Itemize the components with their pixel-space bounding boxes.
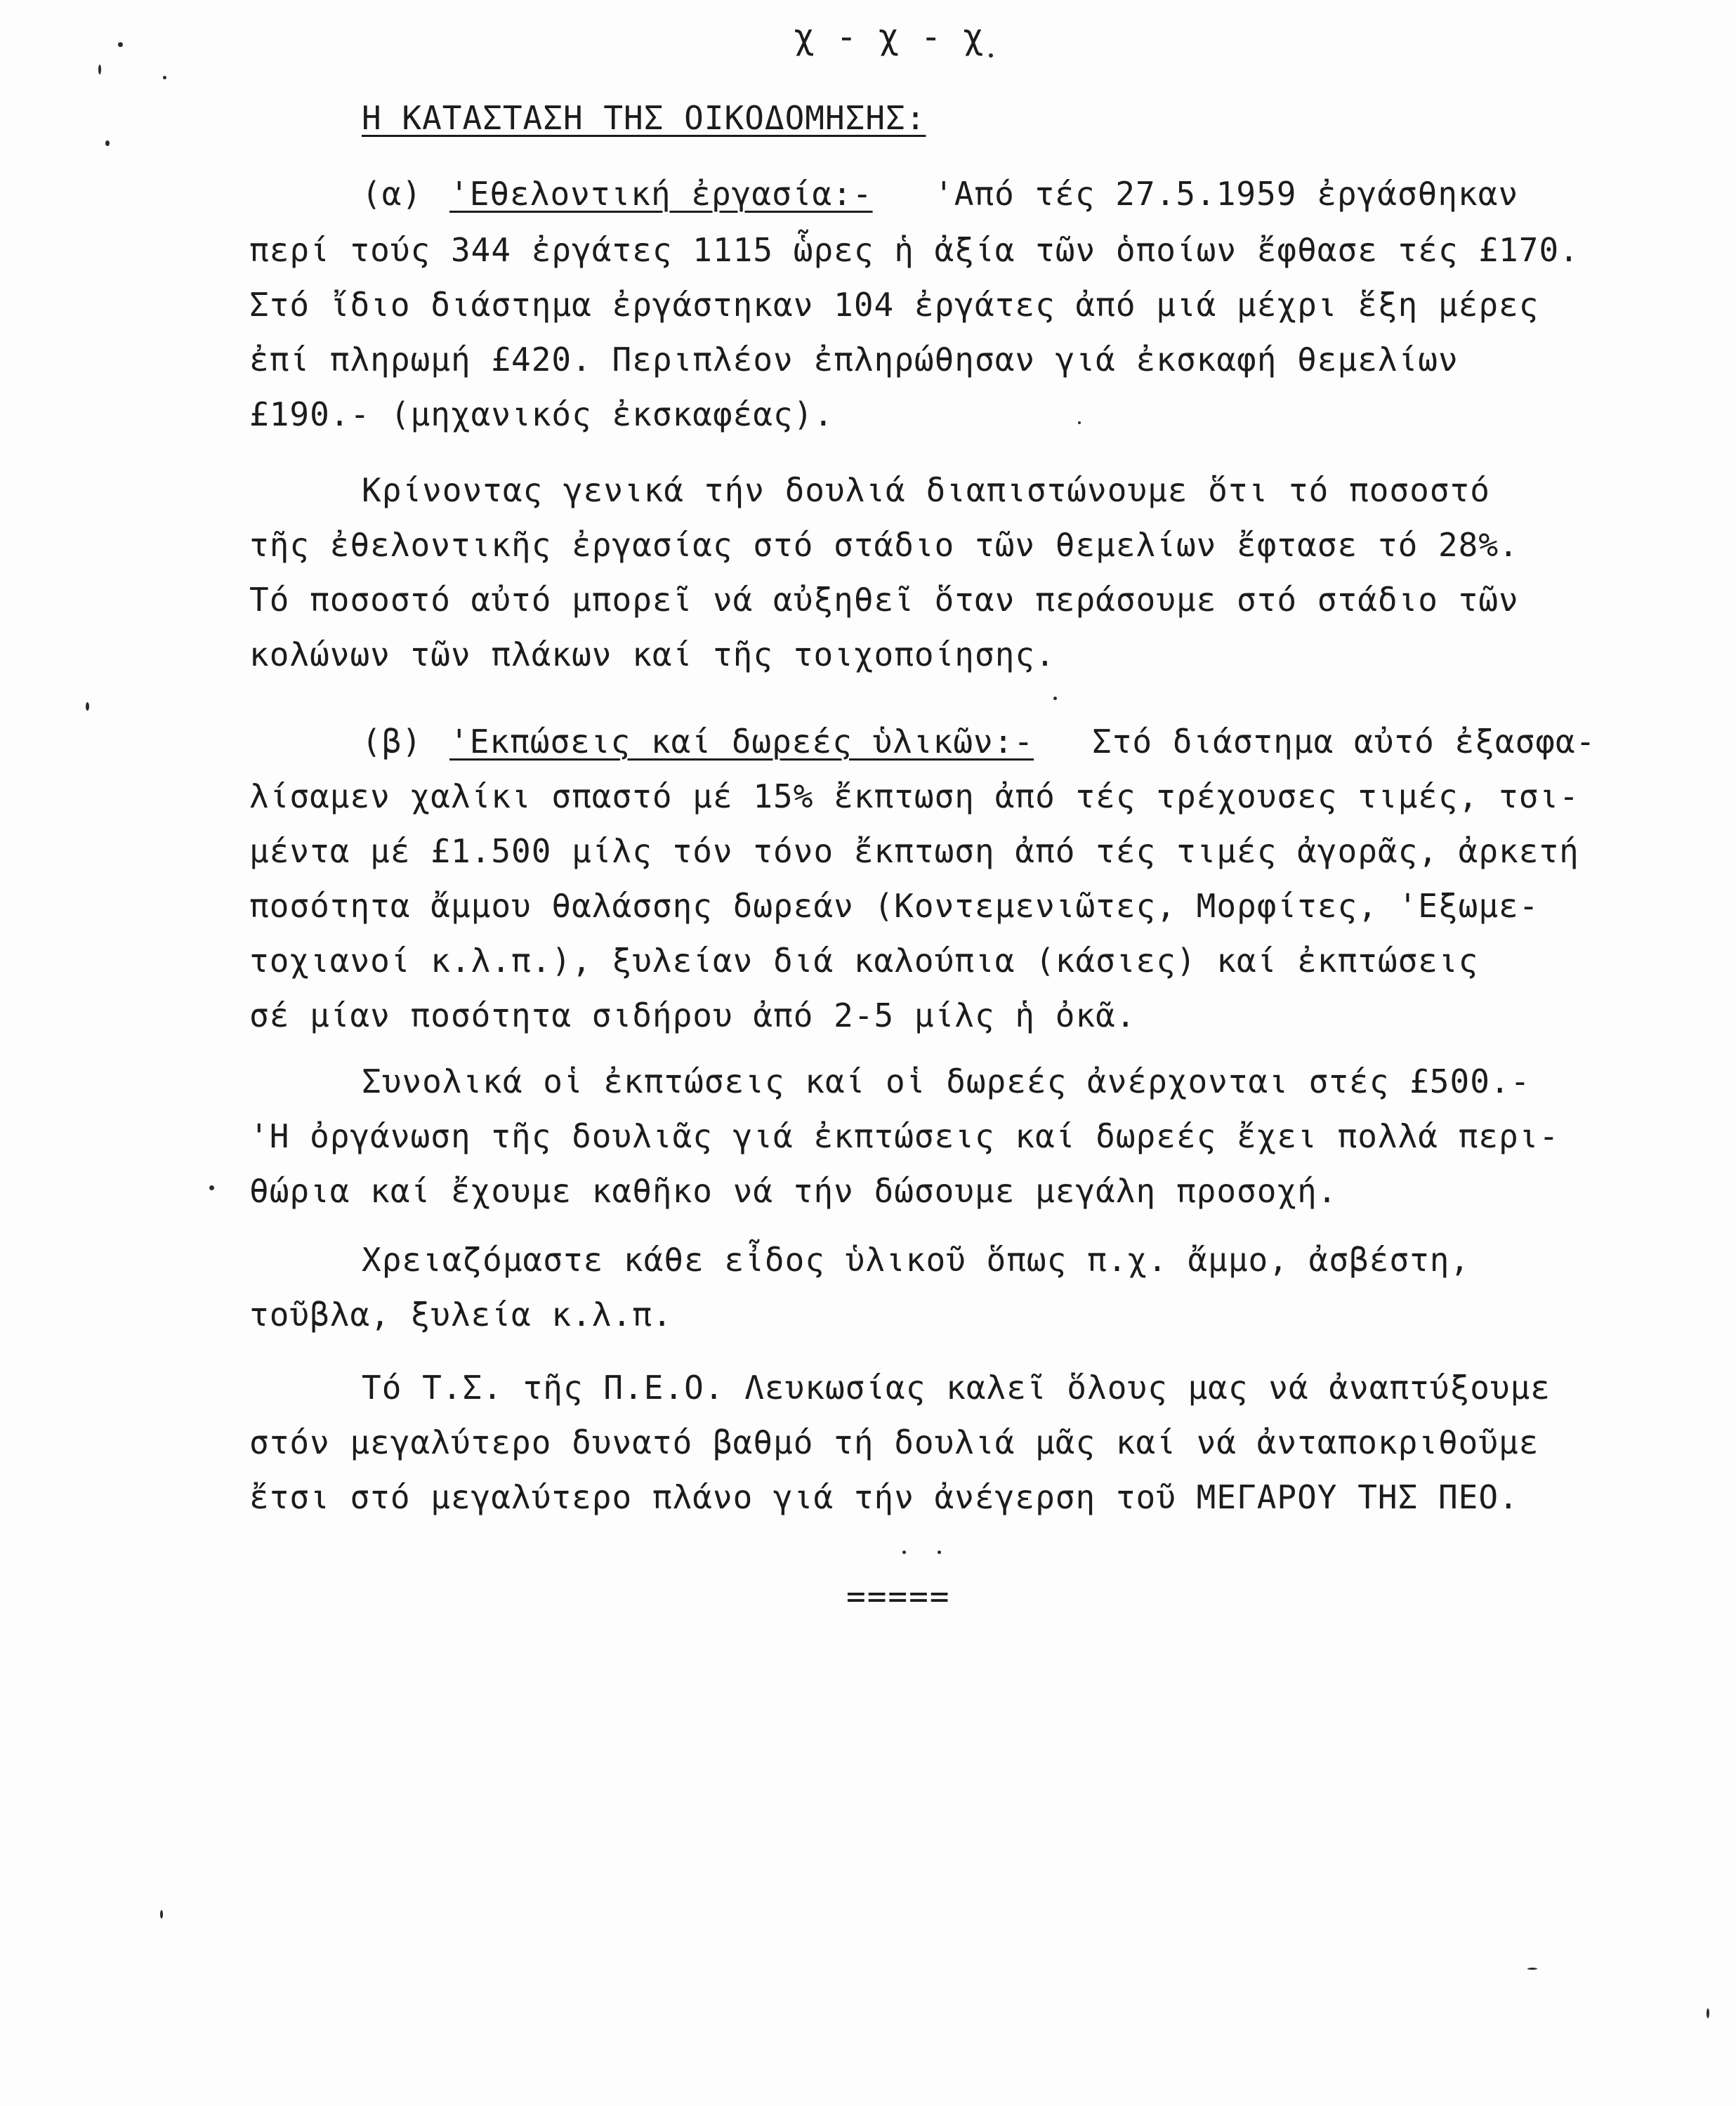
section-b-line: μέντα μέ £1.500 μίλς τόν τόνο ἔκπτωση ἀπό τές τιμές ἀγορᾶς, ἀρκετή xyxy=(249,832,1579,870)
scan-speck xyxy=(1078,421,1081,424)
scan-speck xyxy=(163,76,166,79)
paragraph-line: τοῦβλα, ξυλεία κ.λ.π. xyxy=(249,1296,673,1334)
scan-speck xyxy=(1053,697,1057,700)
document-title: Η ΚΑΤΑΣΤΑΣΗ ΤΗΣ ΟΙΚΟΔΟΜΗΣΗΣ: xyxy=(362,99,926,137)
section-b-line: Στό διάστημα αὐτό ἐξασφα- xyxy=(1092,723,1596,761)
paragraph-line: Κρίνοντας γενικά τήν δουλιά διαπιστώνουμε ὅτι τό ποσοστό xyxy=(362,471,1490,509)
scan-speck xyxy=(938,1551,941,1554)
scan-speck xyxy=(902,1551,906,1554)
section-a-line: περί τούς 344 ἐργάτες 1115 ὧρες ἡ ἀξία τῶν ὁποίων ἔφθασε τές £170. xyxy=(249,231,1579,269)
scan-speck xyxy=(118,42,123,47)
paragraph-line: τῆς ἐθελοντικῆς ἐργασίας στό στάδιο τῶν θεμελίων ἔφτασε τό 28%. xyxy=(249,526,1519,564)
paragraph-line: θώρια καί ἔχουμε καθῆκο νά τήν δώσουμε μεγάλη προσοχή. xyxy=(249,1172,1338,1210)
header-ornament: χ - χ - χ xyxy=(794,16,984,57)
section-b-line: σέ μίαν ποσότητα σιδήρου ἀπό 2-5 μίλς ἡ ὀκᾶ. xyxy=(249,996,1136,1034)
paragraph-line: κολώνων τῶν πλάκων καί τῆς τοιχοποίησης. xyxy=(249,636,1056,673)
section-b-line: τοχιανοί κ.λ.π.), ξυλείαν διά καλούπια (κάσιες) καί ἐκπτώσεις xyxy=(249,942,1479,980)
section-a-line: 'Από τές 27.5.1959 ἐργάσθηκαν xyxy=(934,175,1519,213)
section-b-line: ποσότητα ἄμμου θαλάσσης δωρεάν (Κοντεμενιῶτες, Μορφίτες, 'Εξωμε- xyxy=(249,887,1539,925)
section-a-label: (α) xyxy=(362,175,423,213)
paragraph-line: ἔτσι στό μεγαλύτερο πλάνο γιά τήν ἀνέγερση τοῦ ΜΕΓΑΡΟΥ ΤΗΣ ΠΕΟ. xyxy=(249,1478,1519,1516)
paragraph-line: στόν μεγαλύτερο δυνατό βαθμό τή δουλιά μᾶς καί νά ἀνταποκριθοῦμε xyxy=(249,1423,1539,1461)
section-b-line: λίσαμεν χαλίκι σπαστό μέ 15% ἔκπτωση ἀπό τές τρέχουσες τιμές, τσι- xyxy=(249,777,1579,815)
scan-speck xyxy=(86,702,89,711)
scan-speck xyxy=(1527,1968,1537,1970)
scan-speck xyxy=(160,1910,163,1919)
paragraph-line: Χρειαζόμαστε κάθε εἶδος ὑλικοῦ ὅπως π.χ. ἄμμο, ἀσβέστη, xyxy=(362,1241,1471,1279)
paragraph-line: Τό Τ.Σ. τῆς Π.Ε.Ο. Λευκωσίας καλεῖ ὅλους μας νά ἀναπτύξουμε xyxy=(362,1369,1551,1407)
scan-speck xyxy=(98,65,101,74)
section-b-heading: 'Εκπώσεις καί δωρεές ὑλικῶν:- xyxy=(449,723,1034,761)
end-mark: ===== xyxy=(846,1577,951,1615)
paragraph-line: 'Η ὀργάνωση τῆς δουλιᾶς γιά ἐκπτώσεις καί δωρεές ἔχει πολλά περι- xyxy=(249,1117,1560,1155)
section-a-line: ἐπί πληρωμή £420. Περιπλέον ἐπληρώθησαν γιά ἐκσκαφή θεμελίων xyxy=(249,341,1459,379)
paragraph-line: Συνολικά οἱ ἐκπτώσεις καί οἱ δωρεές ἀνέρχονται στές £500.- xyxy=(362,1062,1531,1100)
section-a-line: £190.- (μηχανικός ἐκσκαφέας). xyxy=(249,395,834,433)
scan-speck xyxy=(989,53,993,58)
section-b-label: (β) xyxy=(362,723,423,761)
section-a-heading: 'Εθελοντική ἐργασία:- xyxy=(449,175,873,213)
scan-speck xyxy=(1707,2008,1709,2018)
scan-speck xyxy=(105,140,110,146)
section-a-line: Στό ἴδιο διάστημα ἐργάστηκαν 104 ἐργάτες ἀπό μιά μέχρι ἕξη μέρες xyxy=(249,286,1539,324)
paragraph-line: Τό ποσοστό αὐτό μπορεῖ νά αὐξηθεῖ ὅταν περάσουμε στό στάδιο τῶν xyxy=(249,581,1519,619)
scan-speck xyxy=(209,1185,214,1190)
